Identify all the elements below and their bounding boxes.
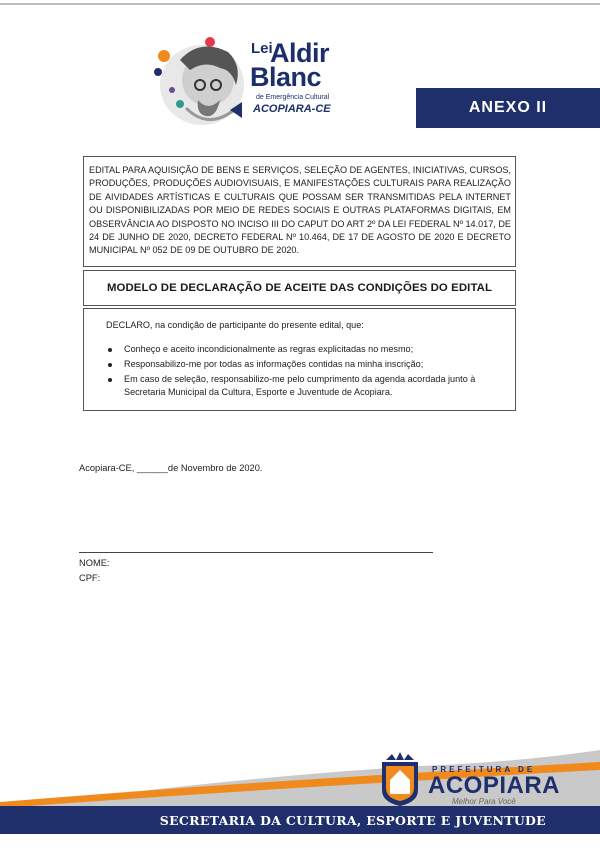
top-rule [0, 3, 600, 5]
acopiara-wordmark: ACOPIARA [428, 772, 561, 799]
annex-label: ANEXO II [416, 88, 600, 128]
name-label: NOME: [79, 558, 110, 568]
declaration-intro: DECLARO, na condição de participante do presente edital, que: [106, 320, 364, 330]
logo-blanc: Blanc [250, 62, 322, 92]
secretaria-banner [0, 806, 600, 834]
declaration-item: Responsabilizo-me por todas as informações contidas na minha inscrição; [106, 358, 505, 371]
declaration-box [83, 308, 516, 411]
declaration-item: Em caso de seleção, responsabilizo-me pelo cumprimento da agenda acordada junto à Secretaria Municipal da Cultura, Esporte e Juventude de Acopiara. [106, 373, 505, 399]
logo-subtitle: de Emergência Cultural [256, 94, 330, 101]
cpf-label: CPF: [79, 573, 101, 583]
logo-aldir: Aldir [270, 38, 330, 68]
model-title: MODELO DE DECLARAÇÃO DE ACEITE DAS CONDIÇÕES DO EDITAL [83, 270, 516, 306]
secretaria-label: SECRETARIA DA CULTURA, ESPORTE E JUVENTUDE [159, 812, 546, 828]
signature-line [79, 552, 433, 553]
declaration-list [106, 343, 505, 399]
edital-description: EDITAL PARA AQUISIÇÃO DE BENS E SERVIÇOS, SELEÇÃO DE AGENTES, INICIATIVAS, CURSOS, PRODUÇÕES, PRODUÇÕES AUDIOVISUAIS, E MANIFESTAÇÕES CULTURAIS PARA REALIZAÇÃO DE AIVIDADES ARTÍSTICAS E CULTURAIS QUE POSSAM SER TRANSMITIDAS PELA INTERNET OU DISPONIBILIZADAS POR MEIO DE REDES SOCIAIS E OUTRAS PLATAFORMAS DIGITAIS, EM OBSERVÂNCIA AO DISPOSTO NO INCISO III DO CAPUT DO ART 2º DA LEI FEDERAL Nº 14.017, DE 24 DE JUNHO DE 2020, DECRETO FEDERAL Nº 10.464, DE 17 DE AGOSTO DE 2020 E DECRETO MUNICIPAL Nº 052 DE 09 DE OUTUBRO DE 2020. [83, 156, 516, 267]
logo-lei: Lei [251, 40, 273, 57]
logo-place: ACOPIARA-CE [253, 103, 331, 115]
slogan: Melhor Para Você [452, 797, 516, 806]
place-date: Acopiara-CE, ______de Novembro de 2020. [79, 463, 263, 473]
prefeitura-label: PREFEITURA DE [432, 765, 536, 774]
declaration-item: Conheço e aceito incondicionalmente as regras explicitadas no mesmo; [106, 343, 505, 356]
acopiara-crest-icon [382, 752, 418, 806]
